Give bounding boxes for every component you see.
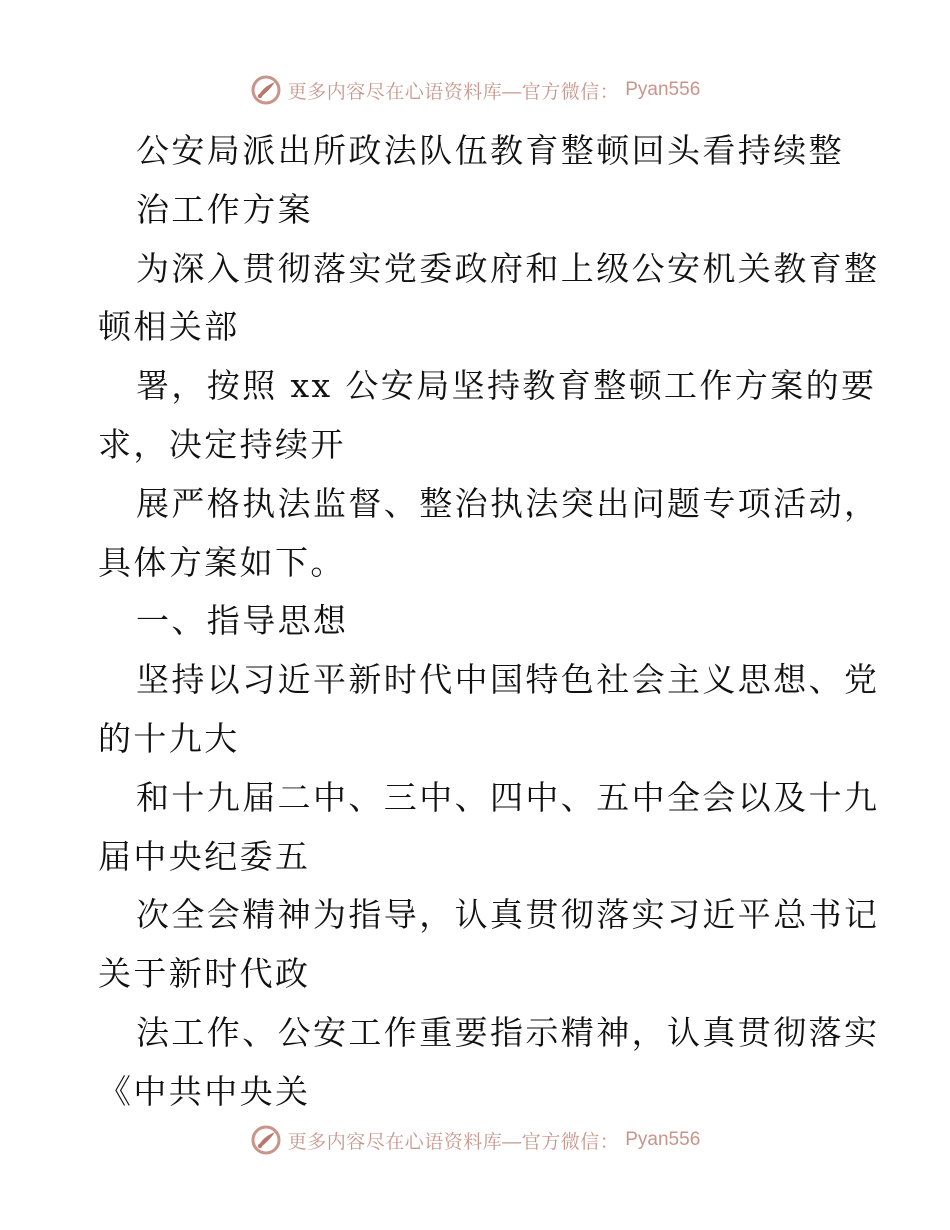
watermark-handle: Pyan556 [625,1129,701,1150]
text-line: 关于新时代政 [98,954,311,994]
text-line: 展严格执法监督、整治执法突出问题专项活动， [136,483,880,523]
text-line: 求，决定持续开 [98,424,346,464]
watermark-text: 更多内容尽在心语资料库—官方微信： [287,81,620,103]
header-watermark [0,70,950,110]
text-line: 顿相关部 [98,307,240,347]
text-line: 为深入贯彻落实党委政府和上级公安机关教育整 [136,248,880,288]
text-line: 次全会精神为指导，认真贯彻落实习近平总书记 [136,895,880,935]
text-line: 具体方案如下。 [98,542,346,582]
brush-logo-icon [250,1124,282,1156]
section-heading: 一、指导思想 [136,601,349,641]
text-line: 和十九届二中、三中、四中、五中全会以及十九 [136,777,880,817]
text-line: 法工作、公安工作重要指示精神，认真贯彻落实 [136,1012,880,1052]
footer-watermark [0,1120,950,1160]
text-line: 坚持以习近平新时代中国特色社会主义思想、党 [136,660,880,700]
text-line: 公安局派出所政法队伍教育整顿回头看持续整 [136,131,844,170]
document-body [98,122,880,1122]
text-line: 署，按照 xx 公安局坚持教育整顿工作方案的要 [136,366,877,406]
watermark-handle: Pyan556 [625,79,701,100]
text-line: 的十九大 [98,718,240,758]
brush-logo-icon [250,74,282,106]
text-line: 治工作方案 [136,189,313,229]
watermark-text: 更多内容尽在心语资料库—官方微信： [287,1131,620,1153]
text-line: 届中央纪委五 [98,836,311,876]
text-line: 《中共中央关 [98,1071,311,1111]
